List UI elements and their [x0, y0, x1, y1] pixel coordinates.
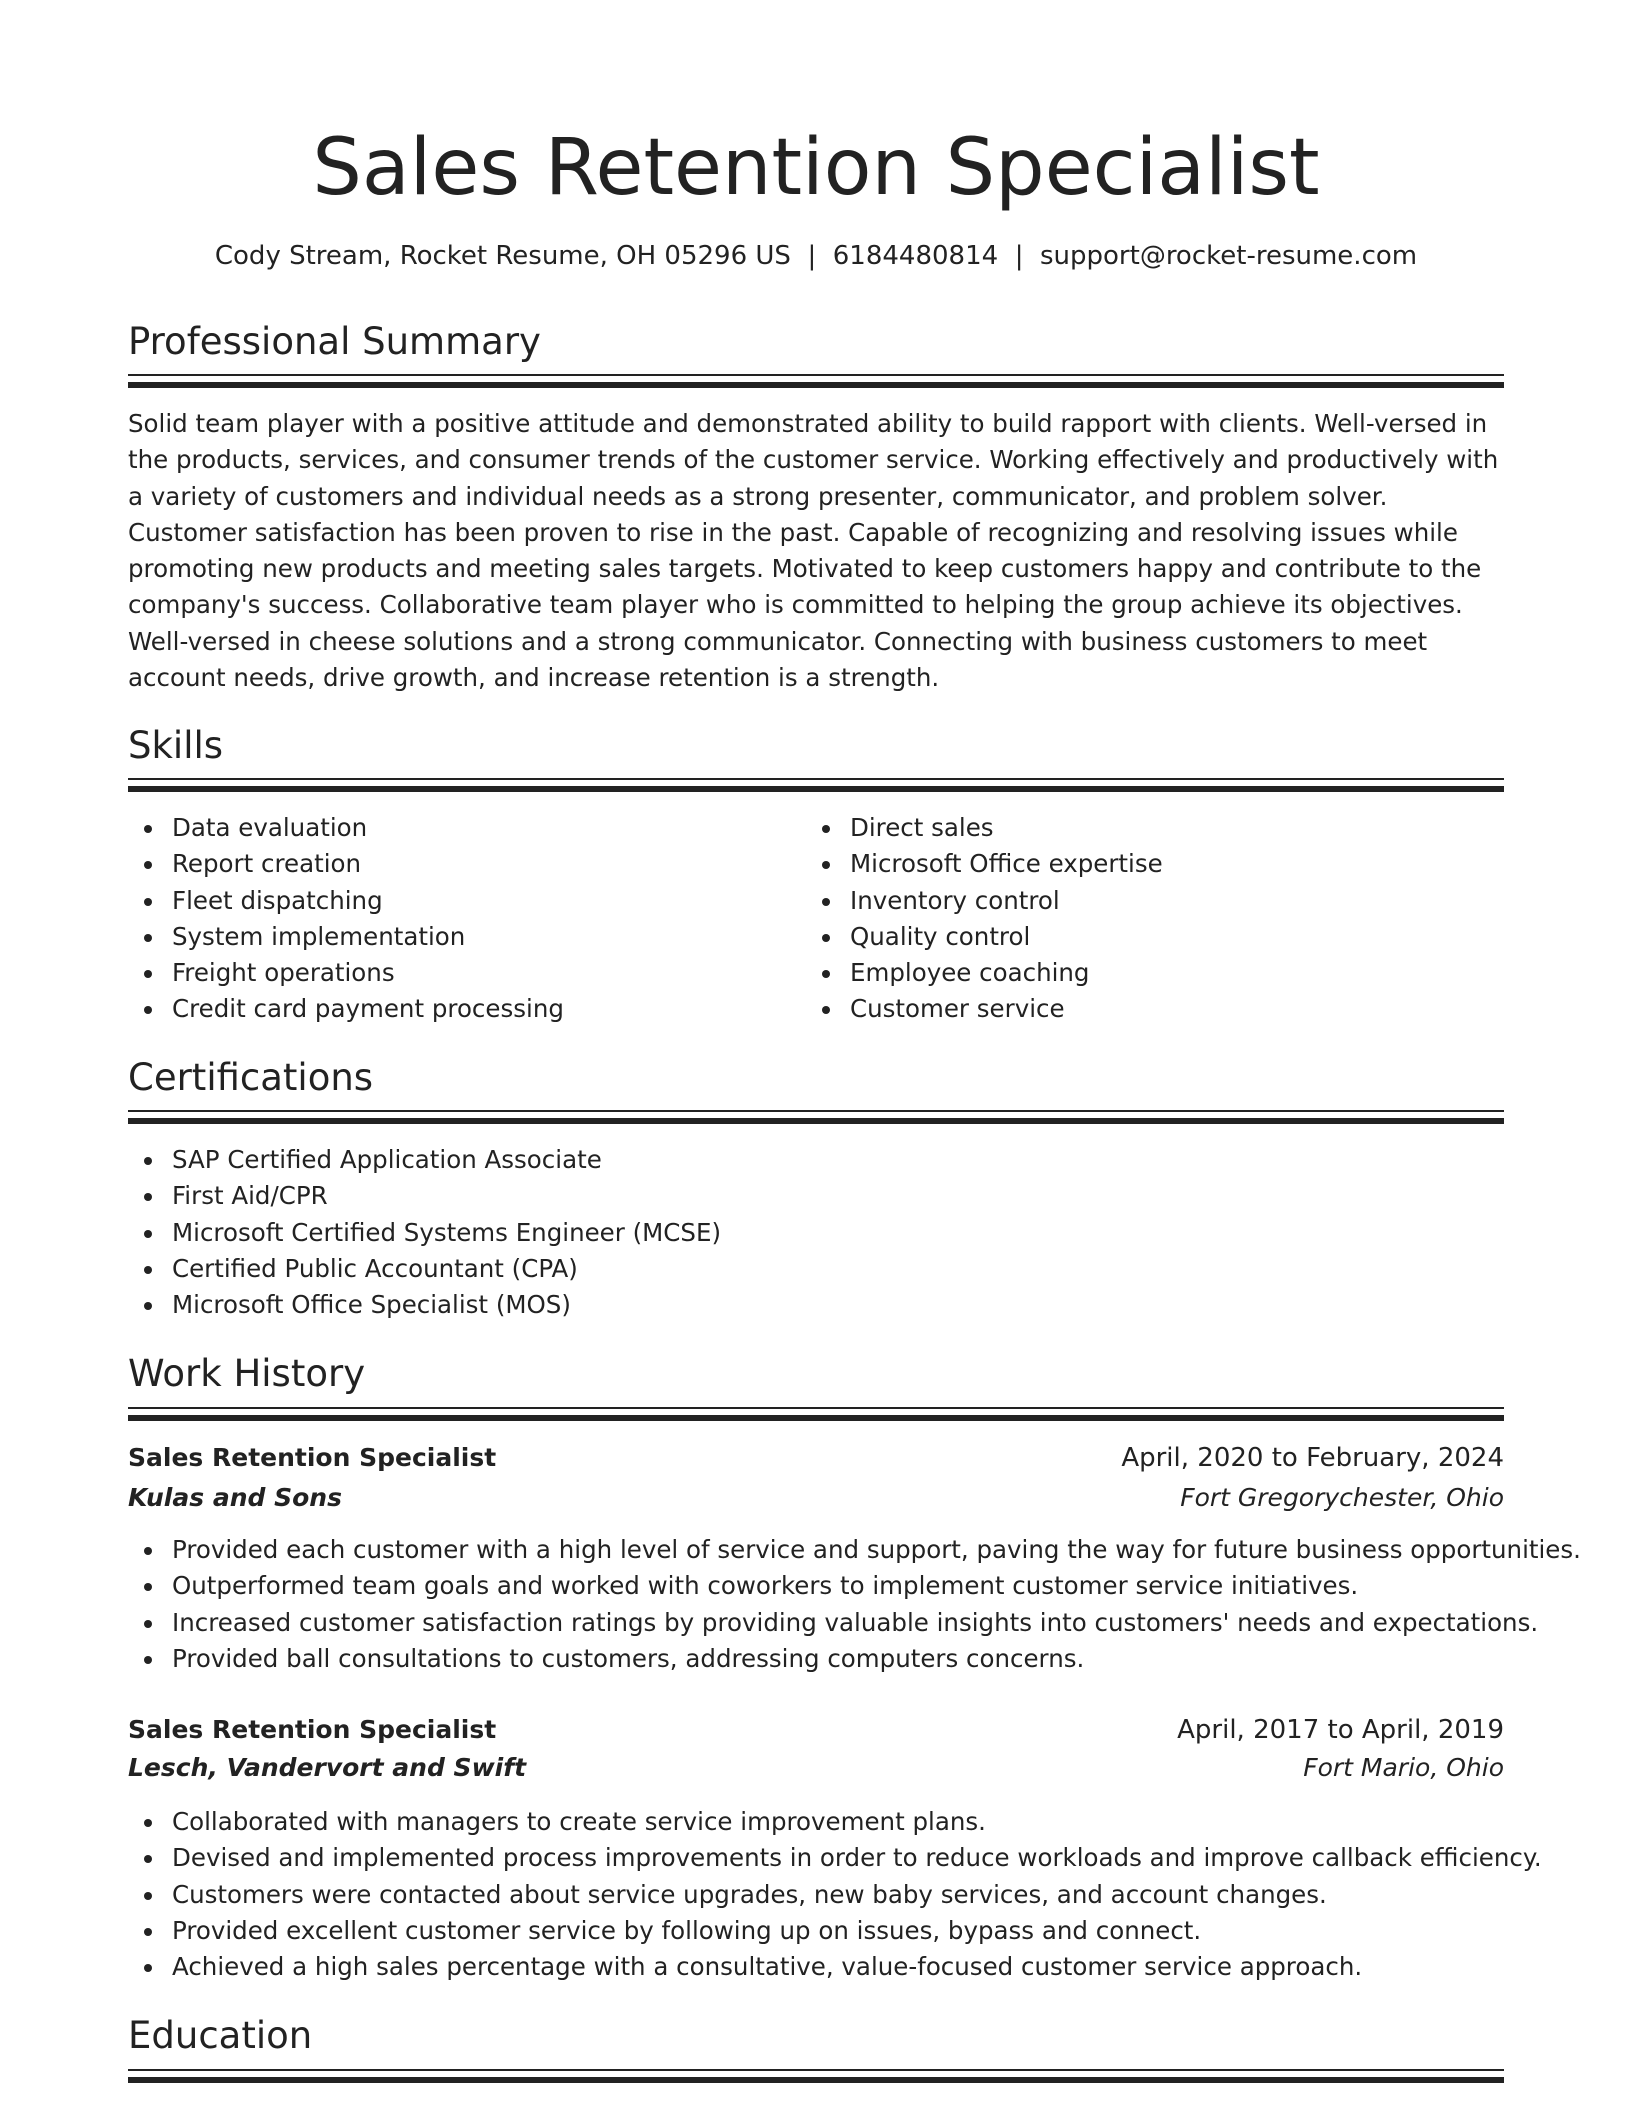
job-subheader — [128, 1748, 1504, 1788]
skill-item: Fleet dispatching — [128, 883, 788, 919]
job-location: Fort Gregorychester, Ohio — [1180, 1483, 1504, 1512]
education-divider — [128, 2069, 1504, 2082]
skill-item: Freight operations — [128, 955, 788, 991]
skill-item: Inventory control — [806, 883, 1504, 919]
education-heading: Education — [128, 2014, 313, 2057]
job-company: Lesch, Vandervort and Swift — [128, 1753, 527, 1782]
job-bullet: Devised and implemented process improvements in order to reduce workloads and improve callback efficiency. — [128, 1840, 1504, 1876]
job-dates: April, 2020 to February, 2024 — [1121, 1443, 1504, 1473]
skill-item: Data evaluation — [128, 810, 788, 846]
job-bullet: Provided excellent customer service by following up on issues, bypass and connect. — [128, 1913, 1504, 1949]
certifications-divider — [128, 1110, 1504, 1123]
job-subheader — [128, 1478, 1504, 1518]
job-bullets — [128, 1804, 1542, 1985]
contact-line: Cody Stream, Rocket Resume, OH 05296 US | 6184480814 | support@rocket-resume.com — [214, 241, 1418, 271]
job-company: Kulas and Sons — [128, 1483, 342, 1512]
certifications-heading: Certifications — [128, 1056, 374, 1099]
job-bullet: Achieved a high sales percentage with a consultative, value-focused customer service approach. — [128, 1949, 1504, 1985]
job-dates: April, 2017 to April, 2019 — [1177, 1715, 1504, 1745]
skills-divider — [128, 778, 1504, 791]
certifications-list — [128, 1142, 1504, 1323]
resume-title: Sales Retention Specialist — [312, 123, 1320, 213]
work-history-heading: Work History — [128, 1352, 366, 1395]
skill-item: Customer service — [806, 991, 1504, 1027]
resume-page — [128, 0, 1581, 2112]
skills-list-left — [128, 810, 788, 1028]
job-location: Fort Mario, Ohio — [1303, 1753, 1504, 1782]
summary-divider — [128, 374, 1504, 387]
summary-text: Solid team player with a positive attitude and demonstrated ability to build rapport with clients. Well-versed in the products, services, and consumer trends of the customer service. Working effectively and productively with a variety of customers and individual needs as a strong presenter, communicator, and problem solver. Customer satisfaction has been proven to rise in the past. Capable of recognizing and resolving issues while promoting new products and meeting sales targets. Motivated to keep customers happy and contribute to the company's success. Collaborative team player who is committed to helping the group achieve its objectives. Well-versed in cheese solutions and a strong communicator. Connecting with business customers to meet account needs, drive growth, and increase retention is a strength. — [128, 409, 1499, 693]
job-title: Sales Retention Specialist — [128, 1443, 497, 1472]
skill-item: Quality control — [806, 919, 1504, 955]
certification-item: Microsoft Certified Systems Engineer (MCSE) — [128, 1215, 1504, 1251]
job-bullet: Provided ball consultations to customers, addressing computers concerns. — [128, 1641, 1504, 1677]
job-header — [128, 1710, 1504, 1750]
skills-list-right — [806, 810, 1504, 1028]
job-bullet: Collaborated with managers to create service improvement plans. — [128, 1804, 1504, 1840]
skill-item: Employee coaching — [806, 955, 1504, 991]
certification-item: Certified Public Accountant (CPA) — [128, 1251, 1504, 1287]
work-history-divider — [128, 1407, 1504, 1420]
job-bullets — [128, 1532, 1581, 1677]
job-title: Sales Retention Specialist — [128, 1715, 497, 1744]
skill-item: Credit card payment processing — [128, 991, 788, 1027]
certification-item: Microsoft Office Specialist (MOS) — [128, 1287, 1504, 1323]
summary-heading: Professional Summary — [128, 320, 541, 363]
certification-item: SAP Certified Application Associate — [128, 1142, 1504, 1178]
skill-item: Direct sales — [806, 810, 1504, 846]
certification-item: First Aid/CPR — [128, 1178, 1504, 1214]
job-bullet: Outperformed team goals and worked with coworkers to implement customer service initiatives. — [128, 1568, 1504, 1604]
job-bullet: Customers were contacted about service upgrades, new baby services, and account changes. — [128, 1877, 1504, 1913]
skill-item: Microsoft Office expertise — [806, 846, 1504, 882]
job-header — [128, 1438, 1504, 1478]
skills-heading: Skills — [128, 724, 224, 767]
skill-item: Report creation — [128, 846, 788, 882]
job-bullet: Increased customer satisfaction ratings by providing valuable insights into customers' needs and expectations. — [128, 1605, 1504, 1641]
job-bullet: Provided each customer with a high level of service and support, paving the way for future business opportunities. — [128, 1532, 1504, 1568]
skill-item: System implementation — [128, 919, 788, 955]
